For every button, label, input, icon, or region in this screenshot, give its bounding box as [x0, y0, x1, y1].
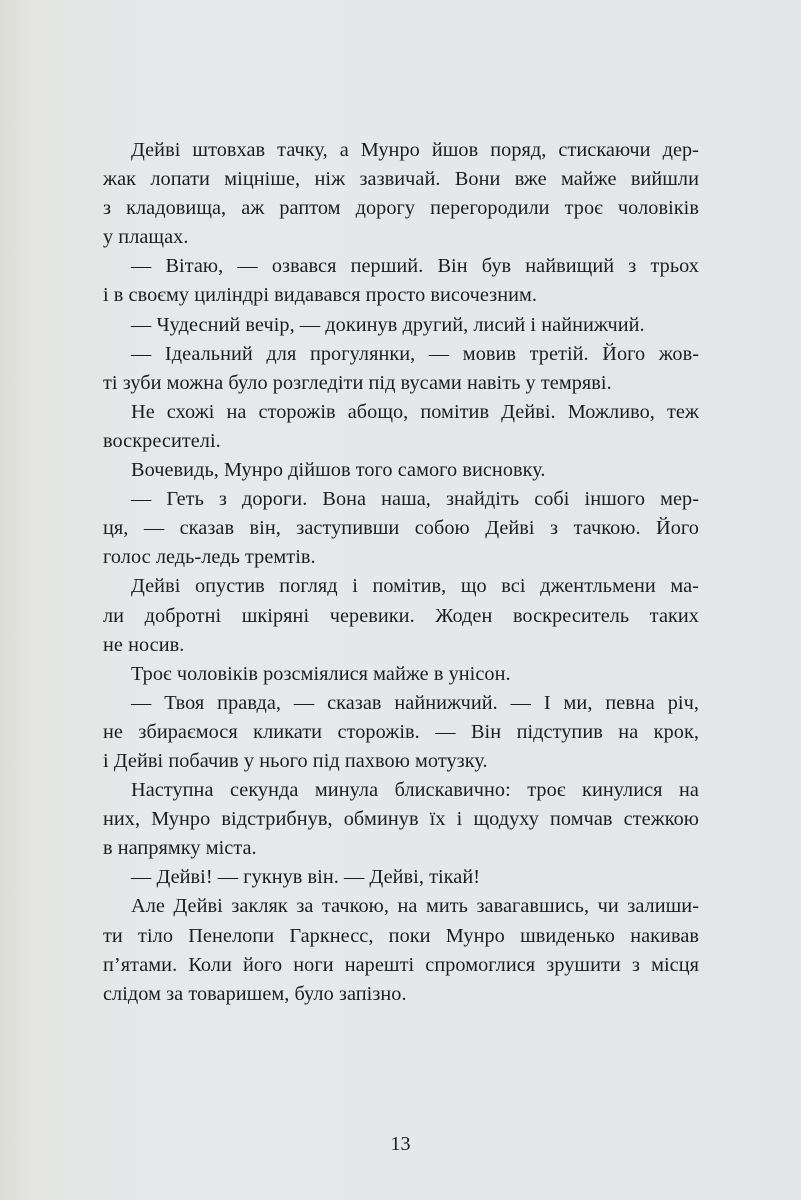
paragraph — [103, 485, 699, 572]
paragraph — [103, 572, 699, 659]
page-number: 13 — [390, 1133, 411, 1155]
paragraph — [103, 311, 699, 340]
text-line: Дейві штовхав тачку, а Мунро йшов поряд, стискаючи дер- — [131, 139, 699, 161]
text-line: слідом за товаришем, було запізно. — [103, 982, 407, 1005]
paragraph — [103, 863, 699, 892]
text-line: ця, — сказав він, заступивши собою Дейві з тачкою. Його — [103, 517, 699, 540]
text-line: Не схожі на сторожів абощо, помітив Дейві. Можливо, теж — [131, 400, 699, 423]
text-line: ти тіло Пенелопи Гаркнесс, поки Мунро швиденько накивав — [103, 924, 699, 947]
text-line: і в своєму циліндрі видавався просто височезним. — [103, 284, 538, 307]
paragraph — [103, 776, 699, 863]
text-line: п’ятами. Коли його ноги нарешті спромоглися зрушити з місця — [103, 953, 699, 976]
text-line: — Дейві! — гукнув він. — Дейві, тікай! — [131, 866, 481, 889]
text-line: — Ідеальний для прогулянки, — мовив третій. Його жов- — [131, 342, 699, 365]
text-line: з кладовища, аж раптом дорогу перегородили троє чоловіків — [103, 197, 699, 220]
paragraph — [103, 398, 699, 456]
paragraph — [103, 136, 699, 252]
text-line: голос ледь-ледь тремтів. — [103, 546, 316, 569]
paragraph — [103, 252, 699, 310]
text-line: — Геть з дороги. Вона наша, знайдіть собі іншого мер- — [131, 488, 699, 511]
text-line: — Вітаю, — озвався перший. Він був найвищий з трьох — [131, 255, 699, 278]
text-line: них, Мунро відстрибнув, обминув їх і щодуху помчав стежкою — [103, 808, 699, 831]
paragraph — [103, 689, 699, 776]
paragraph — [103, 456, 699, 485]
text-line: не носив. — [103, 633, 185, 656]
text-line: в напрямку міста. — [103, 837, 257, 860]
paragraph — [103, 892, 699, 1008]
page-body — [103, 136, 699, 1009]
text-line: жак лопати міцніше, ніж зазвичай. Вони вже майже вийшли — [103, 168, 699, 191]
text-line: воскресителі. — [103, 429, 221, 452]
text-line: Вочевидь, Мунро дійшов того самого висновку. — [131, 459, 546, 482]
text-line: Наступна секунда минула блискавично: троє кинулися на — [131, 779, 699, 802]
text-line: Але Дейві закляк за тачкою, на мить завагавшись, чи залиши- — [131, 895, 699, 918]
text-line: не збираємося кликати сторожів. — Він підступив на крок, — [103, 720, 699, 743]
text-line: — Твоя правда, — сказав найнижчий. — І ми, певна річ, — [131, 691, 699, 714]
text-line: — Чудесний вечір, — докинув другий, лисий і найнижчий. — [131, 313, 645, 336]
paragraph — [103, 340, 699, 398]
text-line: Дейві опустив погляд і помітив, що всі джентльмени ма- — [131, 575, 699, 598]
paragraph — [103, 660, 699, 689]
text-line: ті зуби можна було розгледіти під вусами навіть у темряві. — [103, 371, 612, 394]
text-line: Троє чоловіків розсміялися майже в унісон. — [131, 662, 511, 685]
text-line: і Дейві побачив у нього під пахвою мотузку. — [103, 749, 488, 772]
text-line: у плащах. — [103, 226, 189, 249]
text-line: ли добротні шкіряні черевики. Жоден воскреситель таких — [103, 604, 699, 627]
